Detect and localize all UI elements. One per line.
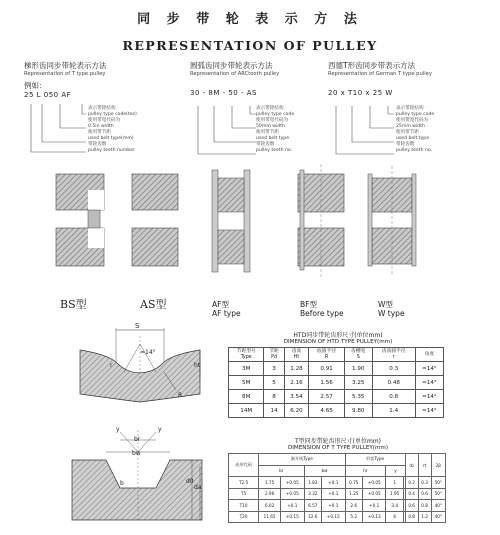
table-cell: 14M (229, 404, 264, 418)
table-cell: 1.28 (284, 362, 309, 376)
htd-table-caption-en: DIMENSION OF HTD TYPE PULLEY(mm) (283, 339, 393, 345)
table-header-row (229, 454, 446, 466)
dim-s: S (135, 322, 140, 330)
table-cell: 9.80 (344, 404, 372, 418)
table-cell: +0.1 (322, 477, 345, 489)
htd-table-caption-cn: HTD同步带轮齿形尺寸(单位mm) (293, 332, 383, 339)
note: pulley type code (396, 112, 435, 117)
note: 带轮齿数 (256, 142, 275, 147)
bf-type-label (300, 300, 344, 318)
code-notes (88, 106, 158, 154)
code-callout-lines (332, 106, 402, 158)
table-cell: +0.1 (281, 500, 304, 512)
table-header: hr (345, 465, 386, 477)
table-cell: +0.1 (363, 500, 386, 512)
section-arc-type (190, 60, 330, 97)
table-cell: 14 (264, 404, 284, 418)
table-group-header: 渐开线Type (259, 454, 345, 466)
table-cell: +0.05 (363, 488, 386, 500)
table-header: bw (304, 465, 345, 477)
table-cell: 1.83 (304, 477, 322, 489)
table-cell: ≈14° (415, 362, 443, 376)
table-cell: 6.57 (304, 500, 322, 512)
t-table-caption-cn: T型同步带轮齿形尺寸(单位mm) (294, 438, 382, 445)
table-row (229, 404, 444, 418)
example-code: 30 - 8M - 50 - AS (190, 89, 257, 97)
table-row (229, 376, 444, 390)
table-cell: 0.8 (418, 500, 431, 512)
table-cell: 3 (264, 362, 284, 376)
t-table-block (228, 436, 448, 523)
table-cell: 0.2 (405, 477, 418, 489)
table-cell: 3.32 (304, 488, 322, 500)
table-cell: 0.8 (405, 511, 418, 523)
table-cell: 1.2 (418, 511, 431, 523)
note: 使用带节距 (256, 130, 279, 135)
bs-type-label: BS型 (60, 298, 87, 311)
w-type-label (378, 300, 405, 318)
table-cell: 1.95 (386, 488, 404, 500)
table-cell: 40° (431, 500, 445, 512)
table-header-row (229, 348, 444, 362)
note: 25mm width (396, 124, 425, 129)
note: used belt type(mm) (88, 136, 134, 141)
table-cell: 50° (431, 477, 445, 489)
table-cell: 1.56 (309, 376, 344, 390)
note: 使用带宽代码为 (88, 118, 121, 123)
note: 使用带节距 (396, 130, 419, 135)
w-type-en: W type (378, 309, 405, 318)
t-table (228, 453, 446, 523)
dim-b: b (120, 480, 124, 487)
table-cell: 8 (264, 390, 284, 404)
table-header: rb (405, 454, 418, 477)
table-cell: 0.75 (345, 477, 363, 489)
table-cell: 5M (229, 376, 264, 390)
table-cell: 6 (386, 511, 404, 523)
page-title-cn: 同 步 带 轮 表 示 方 法 (137, 12, 363, 27)
dim-big-r: R (178, 392, 183, 399)
note: used belt type (396, 136, 430, 141)
table-cell: 0.91 (309, 362, 344, 376)
dim-y-right: y (158, 426, 162, 433)
bf-type-en: Before type (300, 309, 344, 318)
table-cell: +0.15 (322, 511, 345, 523)
section-title-cn: 梯形齿同步带轮表示方法 (24, 61, 107, 70)
table-row (229, 390, 444, 404)
as-type-label: AS型 (140, 298, 167, 311)
table-cell: 0.4 (405, 488, 418, 500)
dim-bw: bw (132, 450, 141, 457)
table-cell: 1.75 (259, 477, 281, 489)
code-notes (396, 106, 466, 154)
w-type-cn: W型 (378, 300, 393, 309)
htd-tooth-profile (60, 322, 210, 412)
table-cell: 6.20 (284, 404, 309, 418)
table-header: 底圆半径 R (309, 348, 344, 362)
dim-angle: ≈14° (140, 349, 156, 356)
table-cell: +0.15 (281, 511, 304, 523)
table-header: 2β (431, 454, 445, 477)
page-title-en: REPRESENTATION OF PULLEY (122, 38, 378, 53)
dim-da: da (194, 484, 202, 491)
table-cell: 4.65 (309, 404, 344, 418)
table-cell: 1.25 (345, 488, 363, 500)
note: 使用带节距 (88, 130, 111, 135)
table-cell: +0.1 (322, 500, 345, 512)
example-code: 20 x T10 x 25 W (328, 89, 393, 97)
code-callout-lines (194, 106, 264, 158)
table-group-header: 形状Type (345, 454, 405, 466)
table-cell: +0.05 (281, 488, 304, 500)
table-cell: 40° (431, 511, 445, 523)
t-table-caption-en: DIMENSION OF T TYPE PULLEY(mm) (287, 445, 389, 451)
note: 0.5in width (88, 124, 114, 129)
section-title-en: Representation of ARCtooth pulley (190, 71, 280, 77)
table-header: 齿槽宽 S (344, 348, 372, 362)
table-cell: T20 (229, 511, 259, 523)
table-cell: 12.6 (304, 511, 322, 523)
bs-pulley-drawing (56, 174, 104, 266)
note: 表示带轮结构 (396, 106, 424, 111)
pulley-drawings (0, 160, 500, 300)
table-cell: ≈14° (415, 390, 443, 404)
as-pulley-drawing (132, 174, 178, 266)
note: 表示带轮结构 (88, 106, 116, 111)
table-cell: 3.4 (386, 500, 404, 512)
table-header: 节距 Pd (264, 348, 284, 362)
table-cell: ≈14° (415, 404, 443, 418)
table-header: 角度 (415, 348, 443, 362)
table-cell: 3.54 (284, 390, 309, 404)
note: 50mm width (256, 124, 285, 129)
af-type-en: AF type (212, 309, 241, 318)
note: pulley teeth no. (396, 148, 433, 153)
table-cell: T5 (229, 488, 259, 500)
table-cell: 50° (431, 488, 445, 500)
note: 使用带宽代码为 (256, 118, 289, 123)
table-cell: 5.2 (345, 511, 363, 523)
table-cell: 6.02 (259, 500, 281, 512)
table-header: y (386, 465, 405, 477)
table-header: 齿高 Ht (284, 348, 309, 362)
table-cell: 2.6 (345, 500, 363, 512)
note: pulley type code(tes) (88, 112, 137, 117)
section-title-cn: 圆弧齿同步带轮表示方法 (190, 61, 273, 70)
table-cell: 0.3 (372, 362, 415, 376)
table-cell: 0.6 (405, 500, 418, 512)
table-cell: 11.65 (259, 511, 281, 523)
table-cell: 0.8 (372, 390, 415, 404)
section-title-en: Representation of German T type pulley (328, 71, 432, 77)
note: 带轮齿数 (88, 142, 107, 147)
note: pulley teeth no. (256, 148, 293, 153)
table-row (229, 500, 446, 512)
bf-type-cn: BF型 (300, 300, 317, 309)
note: pulley teeth number (88, 148, 135, 153)
table-row (229, 362, 444, 376)
bf-pulley-drawing (298, 164, 344, 278)
table-row (229, 511, 446, 523)
table-row (229, 488, 446, 500)
note: 使用带宽代码为 (396, 118, 429, 123)
table-cell: 1.4 (372, 404, 415, 418)
example-code: 25 L 050 AF (24, 91, 72, 99)
note: used belt type (256, 136, 290, 141)
example-label: 例如： (24, 81, 47, 90)
htd-table (228, 347, 444, 418)
table-cell: 2.96 (259, 488, 281, 500)
table-cell: 1 (386, 477, 404, 489)
dim-ht: ht (194, 362, 201, 369)
code-notes (256, 106, 326, 154)
af-pulley-drawing (212, 170, 250, 272)
dim-y-left: y (116, 426, 120, 433)
table-cell: +0.13 (363, 511, 386, 523)
table-cell: 2.57 (309, 390, 344, 404)
table-cell: 8M (229, 390, 264, 404)
table-cell: 0.48 (372, 376, 415, 390)
section-german-t-type (328, 60, 478, 97)
table-header: 节距型号 Type (229, 348, 264, 362)
section-title-cn: 西德T形齿同步带表示方法 (328, 61, 416, 70)
table-cell: 5.35 (344, 390, 372, 404)
table-header: br (259, 465, 304, 477)
dim-d0: d0 (186, 478, 194, 485)
table-cell: +0.05 (363, 477, 386, 489)
table-cell: +0.1 (322, 488, 345, 500)
table-row (229, 477, 446, 489)
w-pulley-drawing (368, 166, 416, 276)
note: 带轮齿数 (396, 142, 415, 147)
section-t-type (24, 60, 174, 99)
af-type-cn: AF型 (212, 300, 229, 309)
section-title-en: Representation of T type pulley (24, 71, 106, 77)
note: 表示带轮结构 (256, 106, 284, 111)
table-cell: +0.05 (281, 477, 304, 489)
table-cell: 5 (264, 376, 284, 390)
table-header: rt (418, 454, 431, 477)
table-header: 齿形代码 (229, 454, 259, 477)
table-cell: 2.16 (284, 376, 309, 390)
af-type-label (212, 300, 241, 318)
table-cell: 1.90 (344, 362, 372, 376)
table-cell: 3M (229, 362, 264, 376)
table-cell: T2.5 (229, 477, 259, 489)
table-cell: 0.3 (418, 477, 431, 489)
table-cell: ≈14° (415, 376, 443, 390)
dim-br: br (134, 436, 141, 443)
htd-table-block (228, 330, 448, 418)
table-header: 齿顶圆半径 r (372, 348, 415, 362)
table-cell: 0.6 (418, 488, 431, 500)
note: pulley type code (256, 112, 295, 117)
table-cell: T10 (229, 500, 259, 512)
dim-r: r (110, 362, 113, 369)
table-cell: 3.25 (344, 376, 372, 390)
